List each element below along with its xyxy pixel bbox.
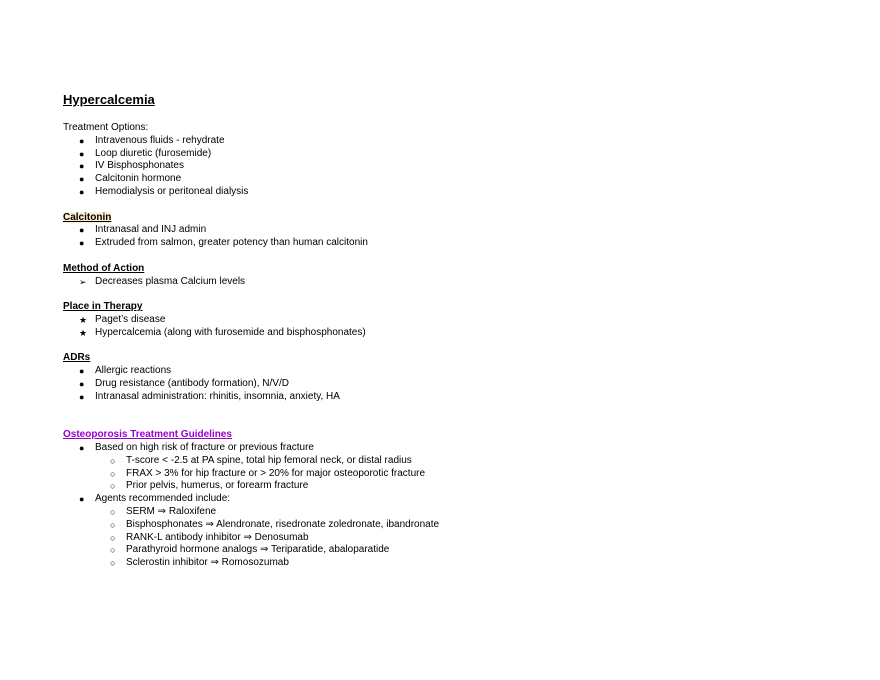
- fracture-criteria-list: [63, 455, 843, 493]
- list-item: ○ RANK-L antibody inhibitor ⇒ Denosumab: [110, 531, 309, 543]
- place-in-therapy-heading: Place in Therapy: [63, 301, 143, 313]
- recommended-agents-list: [63, 506, 843, 570]
- list-item: ○ T-score < -2.5 at PA spine, total hip femoral neck, or distal radius: [110, 454, 412, 466]
- list-item: ○ Parathyroid hormone analogs ⇒ Teriparatide, abaloparatide: [110, 544, 390, 556]
- list-item: ● Intravenous fluids - rehydrate: [79, 134, 225, 146]
- list-item: ● Intranasal and INJ admin: [79, 224, 207, 236]
- disc-bullet-icon: ●: [79, 174, 85, 185]
- osteoporosis-guidelines-link[interactable]: Osteoporosis Treatment Guidelines: [63, 429, 232, 441]
- disc-bullet-icon: ●: [79, 391, 85, 402]
- circle-bullet-icon: ○: [110, 545, 116, 556]
- list-item: ○ FRAX > 3% for hip fracture or > 20% for major osteoporotic fracture: [110, 467, 426, 479]
- adrs-list: [63, 365, 843, 403]
- list-item: ● Allergic reactions: [79, 365, 172, 377]
- list-item: ➢ Decreases plasma Calcium levels: [79, 275, 246, 287]
- disc-bullet-icon: ●: [79, 161, 85, 172]
- circle-bullet-icon: ○: [110, 468, 116, 479]
- list-item: ○ Sclerostin inhibitor ⇒ Romosozumab: [110, 557, 289, 569]
- disc-bullet-icon: ●: [79, 494, 85, 505]
- disc-bullet-icon: ●: [79, 238, 85, 249]
- page-title: Hypercalcemia: [63, 92, 155, 107]
- osteoporosis-list: [63, 442, 843, 455]
- list-item: ● Calcitonin hormone: [79, 173, 182, 185]
- circle-bullet-icon: ○: [110, 532, 116, 543]
- osteoporosis-list-2: [63, 493, 843, 506]
- star-bullet-icon: ★: [79, 327, 88, 338]
- disc-bullet-icon: ●: [79, 186, 85, 197]
- list-item: ● Intranasal administration: rhinitis, insomnia, anxiety, HA: [79, 390, 340, 402]
- list-item: ○ Prior pelvis, humerus, or forearm fracture: [110, 480, 309, 492]
- list-item: ● Hemodialysis or peritoneal dialysis: [79, 185, 249, 197]
- arrow-bullet-icon: ➢: [79, 276, 87, 287]
- circle-bullet-icon: ○: [110, 455, 116, 466]
- disc-bullet-icon: ●: [79, 148, 85, 159]
- document-page: [63, 92, 843, 570]
- disc-bullet-icon: ●: [79, 442, 85, 453]
- circle-bullet-icon: ○: [110, 558, 116, 569]
- list-item: ★ Hypercalcemia (along with furosemide and bisphosphonates): [79, 326, 366, 338]
- star-bullet-icon: ★: [79, 314, 88, 325]
- list-item: ○ Bisphosphonates ⇒ Alendronate, risedronate zoledronate, ibandronate: [110, 518, 440, 530]
- circle-bullet-icon: ○: [110, 481, 116, 492]
- place-in-therapy-list: [63, 314, 843, 340]
- list-item: ● IV Bisphosphonates: [79, 160, 184, 172]
- list-item: ● Extruded from salmon, greater potency than human calcitonin: [79, 237, 368, 249]
- disc-bullet-icon: ●: [79, 378, 85, 389]
- method-of-action-heading: Method of Action: [63, 262, 145, 274]
- method-of-action-list: [63, 276, 843, 289]
- list-item: ★ Paget’s disease: [79, 313, 166, 325]
- circle-bullet-icon: ○: [110, 506, 116, 517]
- adrs-heading: ADRs: [63, 352, 91, 364]
- disc-bullet-icon: ●: [79, 366, 85, 377]
- list-item: ● Loop diuretic (furosemide): [79, 147, 212, 159]
- calcitonin-heading: Calcitonin: [63, 211, 112, 223]
- disc-bullet-icon: ●: [79, 135, 85, 146]
- treatment-options-label: Treatment Options:: [63, 122, 149, 133]
- list-item: ● Based on high risk of fracture or previous fracture: [79, 441, 314, 453]
- list-item: ○ SERM ⇒ Raloxifene: [110, 505, 217, 517]
- disc-bullet-icon: ●: [79, 225, 85, 236]
- treatment-options-list: [63, 135, 843, 199]
- calcitonin-list: [63, 224, 843, 250]
- circle-bullet-icon: ○: [110, 519, 116, 530]
- list-item: ● Agents recommended include:: [79, 493, 231, 505]
- list-item: ● Drug resistance (antibody formation), N/V/D: [79, 377, 289, 389]
